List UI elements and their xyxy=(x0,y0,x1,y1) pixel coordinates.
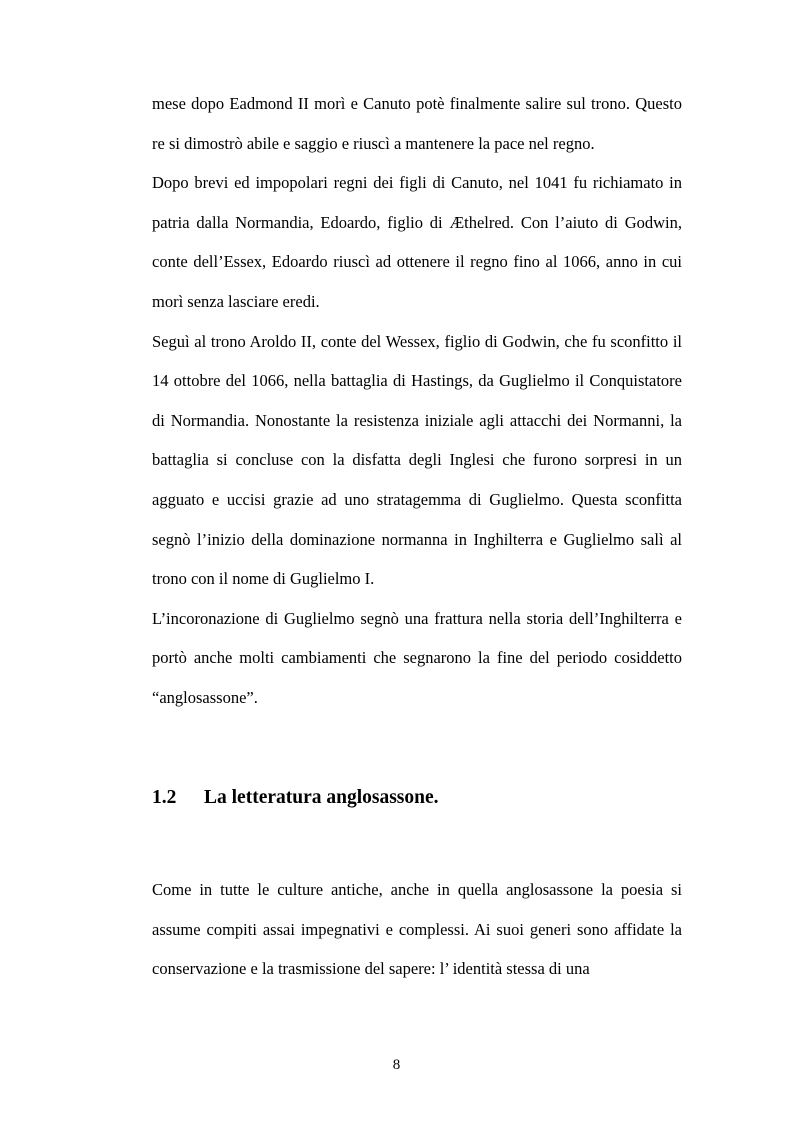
section-heading xyxy=(152,784,682,812)
page-number: 8 xyxy=(392,1057,401,1073)
paragraph-hastings: Seguì al trono Aroldo II, conte del Wessex, figlio di Godwin, che fu sconfitto il 14 ottobre del 1066, nella battaglia di Hastings, da Guglielmo il Conquistatore di Normandia. Nonostante la resistenza iniziale agli attacchi dei Normanni, la battaglia si concluse con la disfatta degli Inglesi che furono sorpresi in un agguato e uccisi grazie ad uno stratagemma di Guglielmo. Questa sconfitta segnò l’inizio della dominazione normanna in Inghilterra e Guglielmo salì al trono con il nome di Guglielmo I. xyxy=(152,331,682,589)
section-title: La letteratura anglosassone. xyxy=(204,787,439,808)
body-text-bottom xyxy=(152,870,682,989)
paragraph-poesia: Come in tutte le culture antiche, anche in quella anglosassone la poesia si assume compiti assai impegnativi e complessi. Ai suoi generi sono affidate la conservazione e la trasmissione del sapere: l’ identità stessa di una xyxy=(152,880,682,979)
paragraph-edoardo: Dopo brevi ed impopolari regni dei figli di Canuto, nel 1041 fu richiamato in patria dalla Normandia, Edoardo, figlio di Æthelred. Con l’aiuto di Godwin, conte dell’Essex, Edoardo riuscì ad ottenere il regno fino al 1066, anno in cui morì senza lasciare eredi. xyxy=(152,173,682,311)
section-number: 1.2 xyxy=(152,787,177,808)
paragraph-canuto: mese dopo Eadmond II morì e Canuto potè finalmente salire sul trono. Questo re si dimostrò abile e saggio e riuscì a mantenere la pace nel regno. xyxy=(152,94,682,153)
body-text-top xyxy=(152,84,682,718)
paragraph-incoronazione: L’incoronazione di Guglielmo segnò una frattura nella storia dell’Inghilterra e portò anche molti cambiamenti che segnarono la fine del periodo cosiddetto “anglosassone”. xyxy=(152,608,682,707)
